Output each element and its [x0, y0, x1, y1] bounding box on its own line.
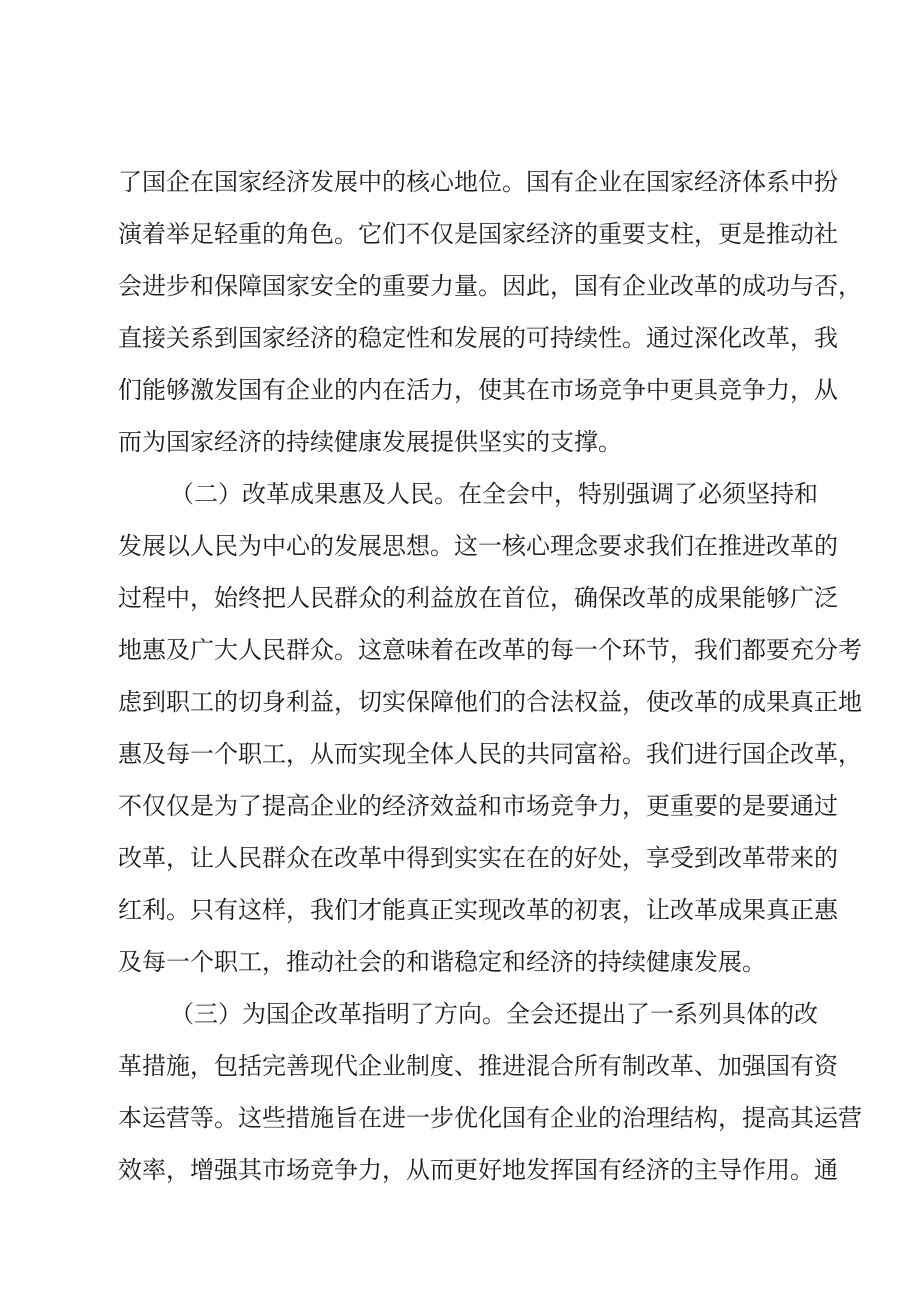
text-line: 会进步和保障国家安全的重要力量。因此，国有企业改革的成功与否，: [118, 272, 862, 300]
text-line: 及每一个职工，推动社会的和谐稳定和经济的持续健康发展。: [118, 948, 766, 976]
text-line: 改革，让人民群众在改革中得到实实在在的好处，享受到改革带来的: [118, 844, 838, 872]
text-line: 直接关系到国家经济的稳定性和发展的可持续性。通过深化改革，我: [118, 324, 838, 352]
text-line: （二）改革成果惠及人民。在全会中，特别强调了必须坚持和: [170, 480, 818, 508]
text-line: 红利。只有这样，我们才能真正实现改革的初衷，让改革成果真正惠: [118, 896, 838, 924]
text-line: 发展以人民为中心的发展思想。这一核心理念要求我们在推进改革的: [118, 532, 838, 560]
text-line: 本运营等。这些措施旨在进一步优化国有企业的治理结构，提高其运营: [118, 1104, 862, 1132]
text-line: （三）为国企改革指明了方向。全会还提出了一系列具体的改: [170, 1000, 818, 1028]
text-line: 地惠及广大人民群众。这意味着在改革的每一个环节，我们都要充分考: [118, 636, 862, 664]
text-line: 而为国家经济的持续健康发展提供坚实的支撑。: [118, 428, 622, 456]
text-line: 过程中，始终把人民群众的利益放在首位，确保改革的成果能够广泛: [118, 584, 838, 612]
text-line: 了国企在国家经济发展中的核心地位。国有企业在国家经济体系中扮: [118, 168, 838, 196]
text-line: 们能够激发国有企业的内在活力，使其在市场竞争中更具竞争力，从: [118, 376, 838, 404]
text-line: 虑到职工的切身利益，切实保障他们的合法权益，使改革的成果真正地: [118, 688, 862, 716]
text-line: 不仅仅是为了提高企业的经济效益和市场竞争力，更重要的是要通过: [118, 792, 838, 820]
text-line: 惠及每一个职工，从而实现全体人民的共同富裕。我们进行国企改革，: [118, 740, 862, 768]
text-line: 效率，增强其市场竞争力，从而更好地发挥国有经济的主导作用。通: [118, 1156, 838, 1184]
text-line: 演着举足轻重的角色。它们不仅是国家经济的重要支柱，更是推动社: [118, 220, 838, 248]
text-line: 革措施，包括完善现代企业制度、推进混合所有制改革、加强国有资: [118, 1052, 838, 1080]
